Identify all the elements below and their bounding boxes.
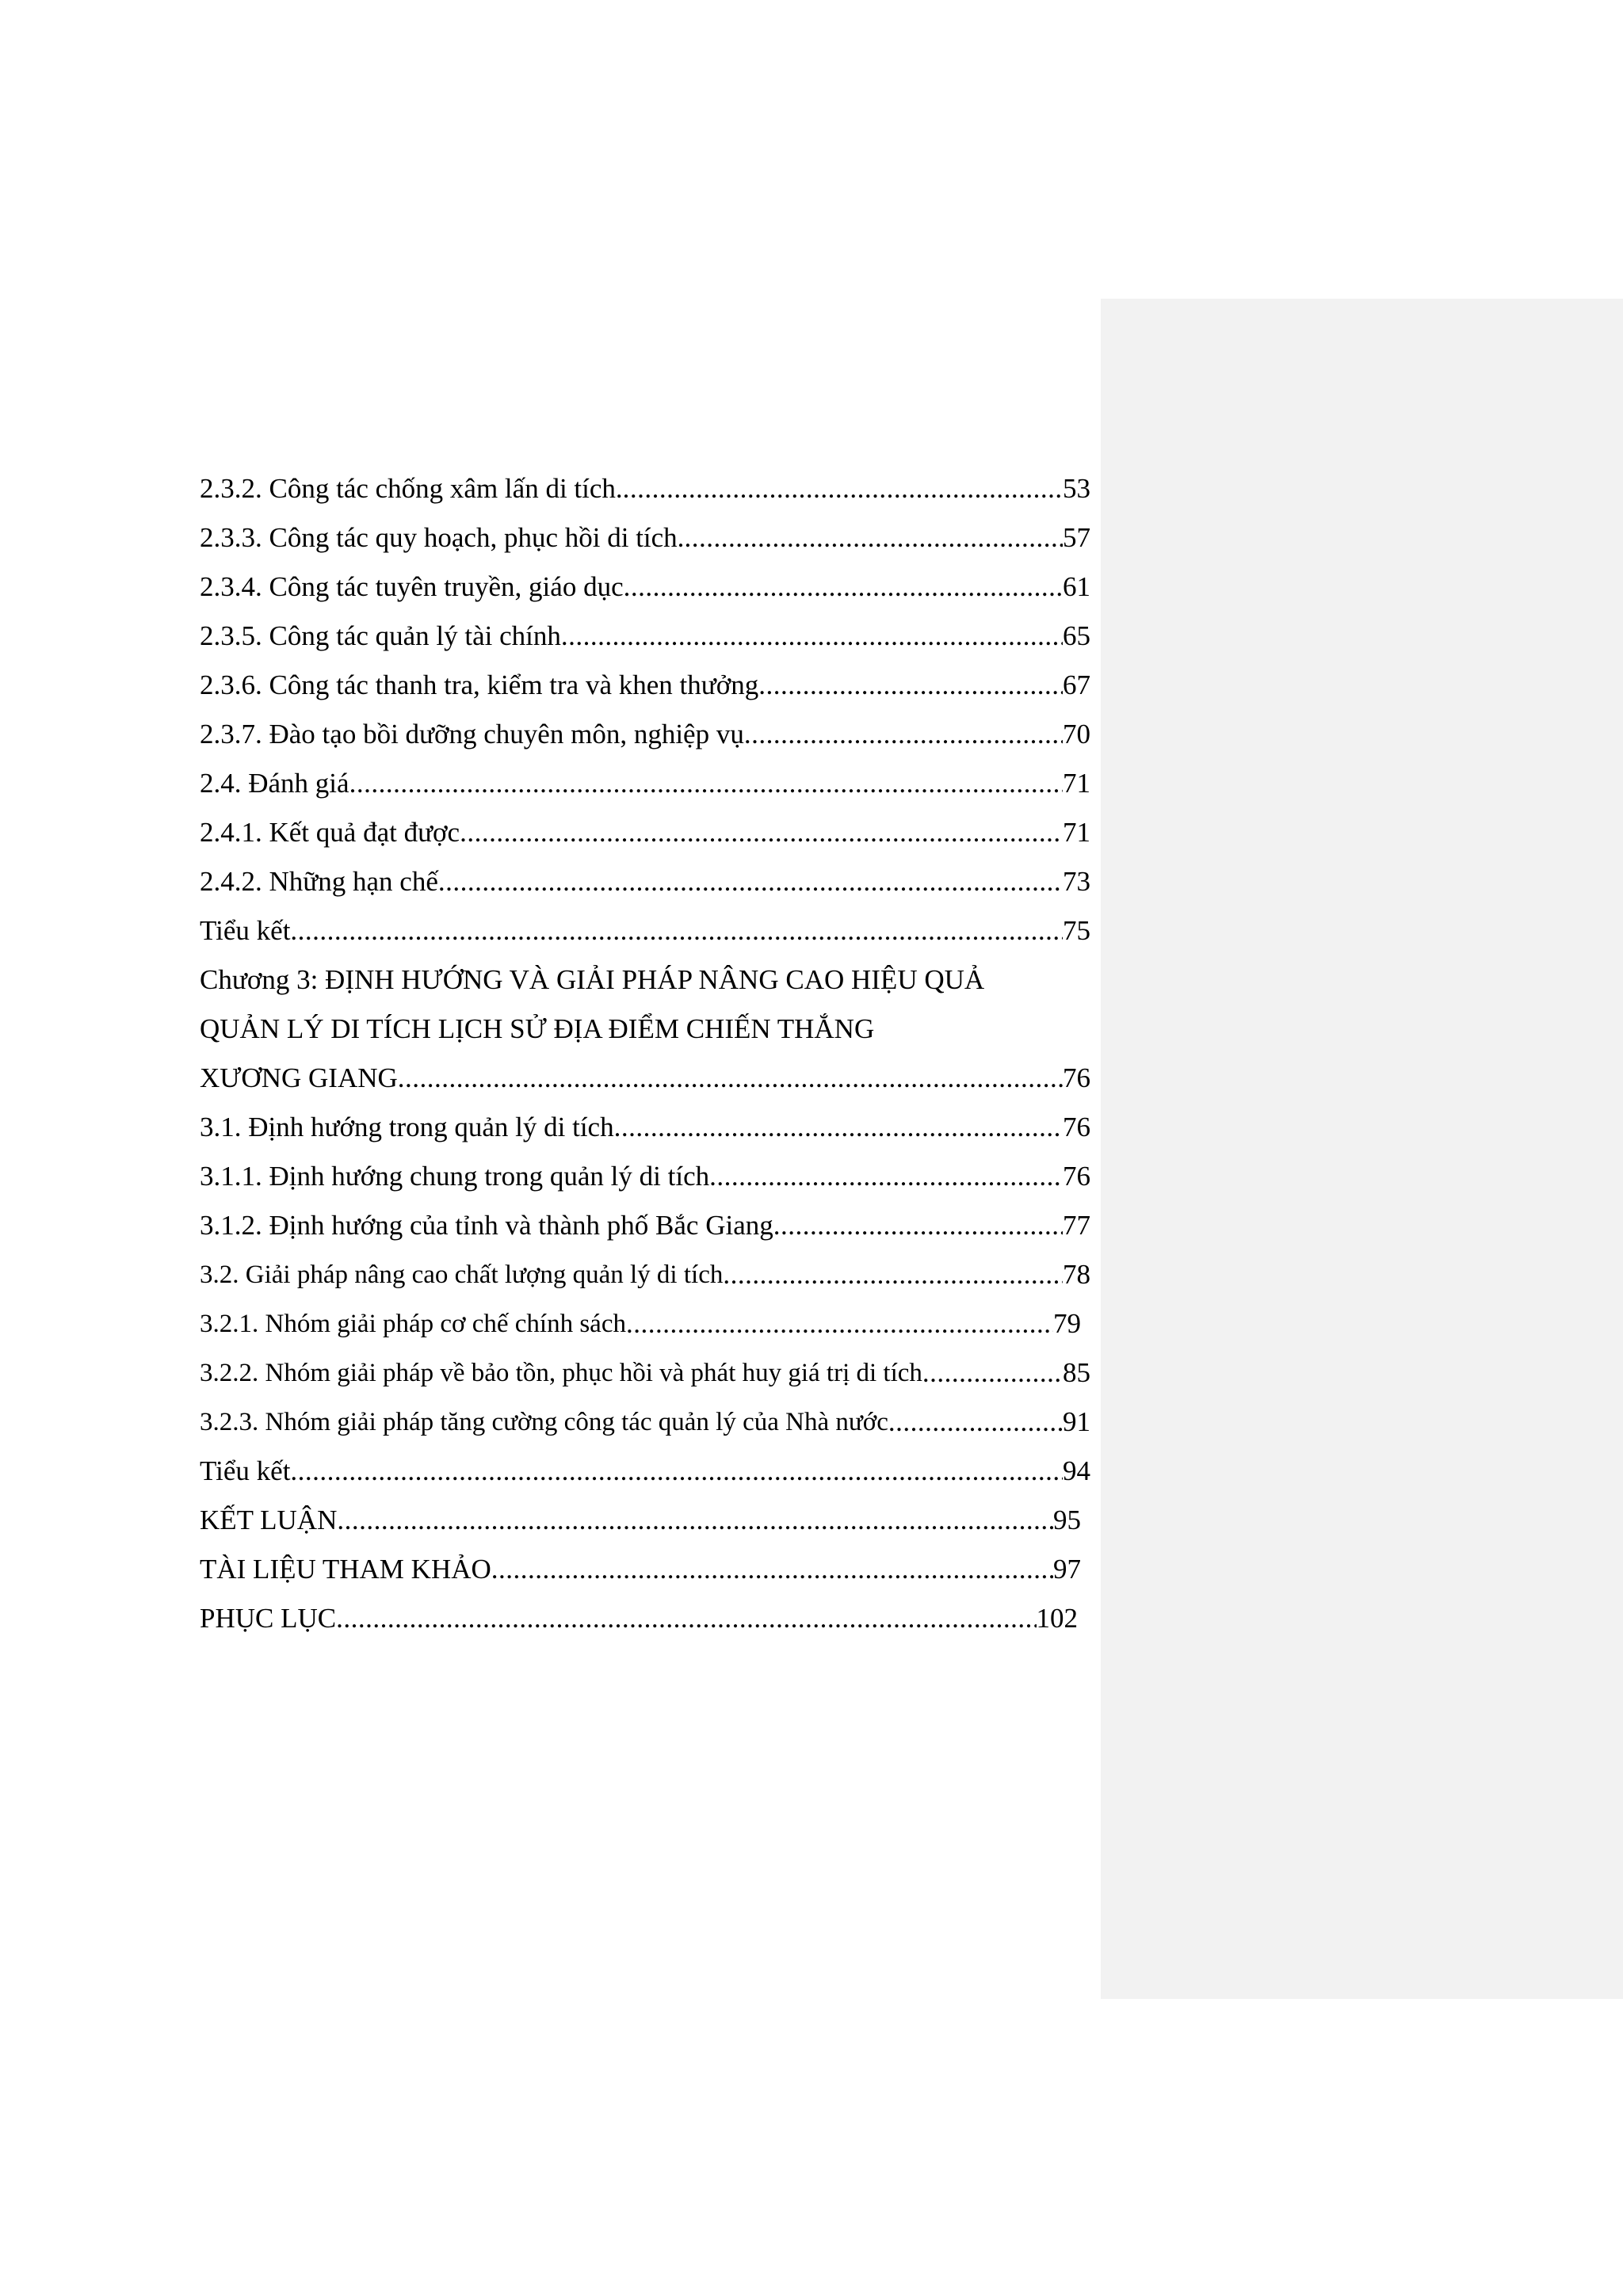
comment-pane xyxy=(1101,299,1623,1999)
toc-entry-2-3-3[interactable] xyxy=(200,513,1094,563)
dot-leader xyxy=(758,661,1063,710)
toc-page-number: 73 xyxy=(1063,866,1090,897)
toc-page-number: 78 xyxy=(1063,1259,1090,1290)
toc-entry-2-4[interactable] xyxy=(200,759,1094,808)
toc-page-number: 85 xyxy=(1063,1357,1090,1388)
dot-leader xyxy=(684,513,1063,563)
toc-entry-3-1-1[interactable] xyxy=(200,1152,1094,1201)
toc-entry-title: 3.2.1. Nhóm giải pháp cơ chế chính sách xyxy=(200,1310,626,1338)
dot-leader xyxy=(460,808,1063,857)
toc-entry-3-2-3[interactable] xyxy=(200,1398,1094,1447)
toc-entry-title: 3.1. Định hướng trong quản lý di tích xyxy=(200,1112,614,1142)
dot-leader xyxy=(922,1348,1063,1398)
dot-leader xyxy=(336,1594,1036,1643)
dot-leader xyxy=(438,857,1063,906)
toc-entry-ket-luan[interactable] xyxy=(200,1496,1094,1545)
toc-page-number: 91 xyxy=(1063,1406,1090,1437)
toc-entry-2-4-1[interactable] xyxy=(200,808,1094,857)
chapter3-title-line1: Chương 3: ĐỊNH HƯỚNG VÀ GIẢI PHÁP NÂNG CAO HIỆU QUẢ xyxy=(200,964,985,995)
toc-entry-tieu-ket-3[interactable] xyxy=(200,1447,1094,1496)
toc-entry-title: 2.4.2. Những hạn chế xyxy=(200,866,438,897)
toc-entry-3-1[interactable] xyxy=(200,1103,1094,1152)
toc-page-number: 79 xyxy=(1053,1308,1081,1339)
toc-page-number: 57 xyxy=(1063,522,1090,553)
toc-page-number: 102 xyxy=(1036,1603,1078,1634)
dot-leader xyxy=(626,1299,1053,1348)
toc-chapter3-line2[interactable] xyxy=(200,1005,1094,1054)
chapter3-title-line2: QUẢN LÝ DI TÍCH LỊCH SỬ ĐỊA ĐIỂM CHIẾN THẮNG xyxy=(200,1013,875,1044)
toc-entry-3-1-2[interactable] xyxy=(200,1201,1094,1250)
toc-page-number: 94 xyxy=(1063,1455,1090,1486)
toc-entry-title: Tiểu kết xyxy=(200,1455,291,1486)
toc-entry-title: 2.4.1. Kết quả đạt được xyxy=(200,817,460,848)
toc-entry-2-4-2[interactable] xyxy=(200,857,1094,906)
toc-entry-title: 2.3.2. Công tác chống xâm lấn di tích. xyxy=(200,473,623,504)
toc-entry-tai-lieu[interactable] xyxy=(200,1545,1094,1594)
toc-entry-title: 2.3.6. Công tác thanh tra, kiểm tra và khen thưởng xyxy=(200,669,759,700)
toc-entry-2-3-2[interactable] xyxy=(200,464,1094,513)
toc-page-number: 77 xyxy=(1063,1210,1090,1241)
toc-entry-title: Tiểu kết xyxy=(200,915,291,946)
toc-entry-2-3-4[interactable] xyxy=(200,563,1094,612)
dot-leader xyxy=(624,563,1063,612)
toc-page-number: 71 xyxy=(1063,768,1090,799)
dot-leader xyxy=(614,1103,1063,1152)
dot-leader xyxy=(723,1250,1063,1299)
dot-leader xyxy=(744,710,1063,759)
toc-page-number: 95 xyxy=(1053,1505,1081,1535)
toc-entry-tieu-ket-2[interactable] xyxy=(200,906,1094,955)
toc-entry-title: KẾT LUẬN xyxy=(200,1505,338,1535)
toc-page-number: 70 xyxy=(1063,719,1090,749)
toc-entry-title: 2.3.4. Công tác tuyên truyền, giáo dục xyxy=(200,571,624,602)
toc-chapter3-line3[interactable] xyxy=(200,1054,1094,1103)
toc-entry-title: 2.3.5. Công tác quản lý tài chính xyxy=(200,620,561,651)
toc-entry-3-2[interactable] xyxy=(200,1250,1094,1299)
toc-entry-title: 2.4. Đánh giá xyxy=(200,768,349,799)
dot-leader xyxy=(561,612,1063,661)
toc-entry-3-2-1[interactable] xyxy=(200,1299,1094,1348)
dot-leader xyxy=(290,906,1063,955)
toc-page-number: 75 xyxy=(1063,915,1090,946)
toc-page-number: 67 xyxy=(1063,669,1090,700)
toc-entry-2-3-5[interactable] xyxy=(200,612,1094,661)
toc-page-number: 76 xyxy=(1063,1161,1090,1192)
dot-leader xyxy=(491,1545,1053,1594)
toc-page-number: 53 xyxy=(1063,473,1090,504)
toc-page-number: 71 xyxy=(1063,817,1090,848)
dot-leader xyxy=(709,1152,1063,1201)
toc-page-number: 61 xyxy=(1063,571,1090,602)
toc-entry-title: 2.3.3. Công tác quy hoạch, phục hồi di tích. xyxy=(200,522,685,553)
toc-entry-title: TÀI LIỆU THAM KHẢO xyxy=(200,1554,491,1585)
toc-entry-phuc-luc[interactable] xyxy=(200,1594,1094,1643)
dot-leader xyxy=(623,464,1063,513)
toc-entry-2-3-7[interactable] xyxy=(200,710,1094,759)
dot-leader xyxy=(349,759,1063,808)
dot-leader xyxy=(290,1447,1063,1496)
dot-leader xyxy=(888,1398,1063,1447)
toc-page-number: 76 xyxy=(1063,1112,1090,1142)
toc-entry-3-2-2[interactable] xyxy=(200,1348,1094,1398)
dot-leader xyxy=(398,1054,1063,1103)
toc-entry-title: 3.1.1. Định hướng chung trong quản lý di tích xyxy=(200,1161,710,1192)
toc-entry-title: 3.2. Giải pháp nâng cao chất lượng quản lý di tích xyxy=(200,1261,724,1289)
toc-page-number: 76 xyxy=(1063,1062,1090,1093)
dot-leader xyxy=(773,1201,1063,1250)
toc-entry-2-3-6[interactable] xyxy=(200,661,1094,710)
chapter3-title-line3: XƯƠNG GIANG xyxy=(200,1062,398,1093)
toc-entry-title: 3.2.3. Nhóm giải pháp tăng cường công tác quản lý của Nhà nước xyxy=(200,1408,888,1436)
toc-entry-title: 2.3.7. Đào tạo bồi dưỡng chuyên môn, nghiệp vụ xyxy=(200,719,744,749)
dot-leader xyxy=(337,1496,1053,1545)
table-of-contents xyxy=(200,464,1094,1643)
toc-page-number: 97 xyxy=(1053,1554,1081,1585)
toc-chapter3-line1[interactable] xyxy=(200,955,1094,1005)
toc-page-number: 65 xyxy=(1063,620,1090,651)
toc-entry-title: 3.2.2. Nhóm giải pháp về bảo tồn, phục hồi và phát huy giá trị di tích xyxy=(200,1359,922,1387)
toc-entry-title: PHỤC LỤC xyxy=(200,1603,337,1634)
toc-entry-title: 3.1.2. Định hướng của tỉnh và thành phố Bắc Giang xyxy=(200,1210,773,1241)
